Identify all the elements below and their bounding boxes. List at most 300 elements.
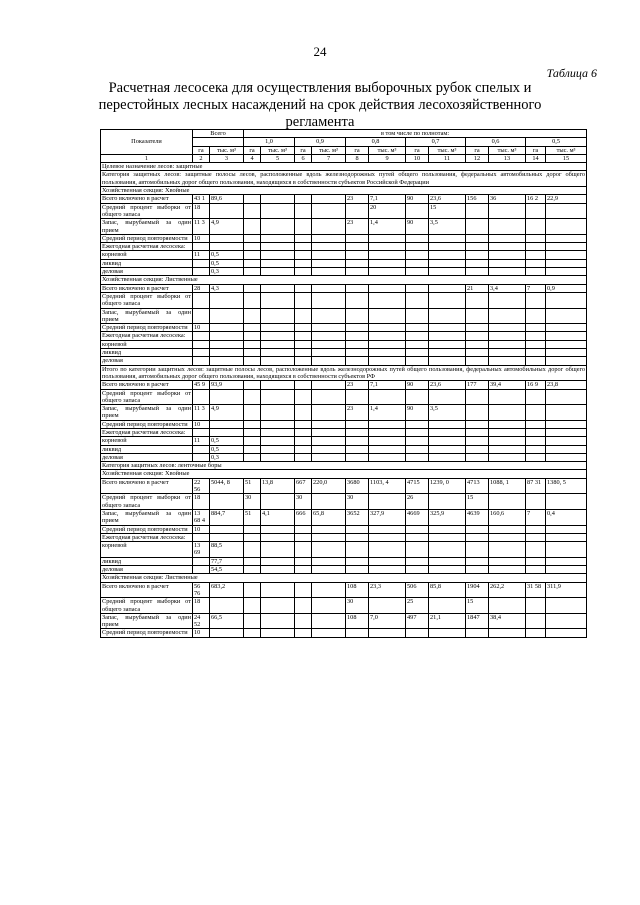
- value-cell: [406, 259, 429, 267]
- value-cell: [369, 234, 406, 242]
- value-cell: [489, 389, 526, 405]
- value-cell: 87 31: [526, 478, 546, 494]
- value-cell: [546, 533, 587, 541]
- value-cell: [526, 332, 546, 340]
- table-row: [101, 308, 587, 324]
- value-cell: [346, 629, 369, 637]
- value-cell: [546, 613, 587, 629]
- value-cell: [312, 453, 346, 461]
- value-cell: [261, 445, 295, 453]
- value-cell: [429, 251, 466, 259]
- value-cell: [429, 437, 466, 445]
- value-cell: 497: [406, 613, 429, 629]
- value-cell: [295, 349, 312, 357]
- value-cell: [312, 445, 346, 453]
- value-cell: [369, 445, 406, 453]
- value-cell: [261, 203, 295, 219]
- section-row: [101, 163, 587, 171]
- value-cell: 16 2: [526, 195, 546, 203]
- value-cell: 77,7: [210, 557, 244, 565]
- value-cell: 1847: [466, 613, 489, 629]
- value-cell: [312, 284, 346, 292]
- value-cell: [261, 598, 295, 614]
- value-cell: [546, 405, 587, 421]
- value-cell: [526, 453, 546, 461]
- value-cell: 18: [193, 494, 210, 510]
- value-cell: [489, 542, 526, 558]
- table-row: [101, 582, 587, 598]
- value-cell: [429, 445, 466, 453]
- value-cell: [526, 598, 546, 614]
- value-cell: [295, 389, 312, 405]
- value-cell: [346, 557, 369, 565]
- value-cell: 11 3: [193, 219, 210, 235]
- value-cell: [369, 533, 406, 541]
- header-total-blank: [193, 138, 244, 146]
- value-cell: [295, 542, 312, 558]
- value-cell: [369, 542, 406, 558]
- value-cell: [546, 445, 587, 453]
- value-cell: [295, 420, 312, 428]
- value-cell: [244, 357, 261, 365]
- row-label: корневой: [101, 340, 193, 348]
- table-row: [101, 525, 587, 533]
- value-cell: 25: [406, 598, 429, 614]
- value-cell: [546, 243, 587, 251]
- row-label: Средний процент выборки от общего запаса: [102, 292, 191, 308]
- value-cell: [295, 405, 312, 421]
- value-cell: [489, 629, 526, 637]
- value-cell: [295, 525, 312, 533]
- header-ha: га: [526, 146, 546, 154]
- value-cell: 90: [406, 381, 429, 389]
- value-cell: [526, 259, 546, 267]
- value-cell: 311,9: [546, 582, 587, 598]
- value-cell: 22 56: [193, 478, 210, 494]
- value-cell: 10: [193, 420, 210, 428]
- value-cell: [546, 251, 587, 259]
- row-label: Средний период повторяемости: [101, 324, 193, 332]
- value-cell: [466, 219, 489, 235]
- value-cell: 13,8: [261, 478, 295, 494]
- value-cell: [244, 557, 261, 565]
- value-cell: [466, 420, 489, 428]
- value-cell: 88,5: [210, 542, 244, 558]
- page-number: 24: [313, 44, 327, 59]
- value-cell: [312, 292, 346, 308]
- row-label: Запас, вырубаемый за один прием: [102, 219, 191, 234]
- value-cell: 90: [406, 405, 429, 421]
- table-row: [101, 234, 587, 242]
- value-cell: 4713: [466, 478, 489, 494]
- header-volume: тыс. м³: [261, 146, 295, 154]
- value-cell: [312, 542, 346, 558]
- value-cell: [369, 525, 406, 533]
- value-cell: 20: [369, 203, 406, 219]
- value-cell: [312, 428, 346, 436]
- value-cell: [526, 292, 546, 308]
- value-cell: 18: [193, 598, 210, 614]
- value-cell: [261, 453, 295, 461]
- value-cell: [429, 420, 466, 428]
- value-cell: [312, 557, 346, 565]
- value-cell: [312, 349, 346, 357]
- table-row: [101, 203, 587, 219]
- value-cell: [369, 566, 406, 574]
- table-row: [101, 284, 587, 292]
- value-cell: [526, 613, 546, 629]
- value-cell: [429, 349, 466, 357]
- value-cell: [466, 542, 489, 558]
- value-cell: [546, 453, 587, 461]
- value-cell: [429, 268, 466, 276]
- value-cell: 13 69: [193, 542, 210, 558]
- row-label: Средний период повторяемости: [101, 234, 193, 242]
- row-label: Ежегодная расчетная лесосека:: [101, 243, 193, 251]
- value-cell: [295, 533, 312, 541]
- section-heading: Хозяйственная секция: Лиственные: [101, 574, 587, 582]
- value-cell: [244, 525, 261, 533]
- value-cell: 0,4: [546, 509, 587, 525]
- value-cell: [295, 195, 312, 203]
- value-cell: [429, 243, 466, 251]
- row-label: Средний процент выборки от общего запаса: [102, 203, 191, 218]
- value-cell: [489, 308, 526, 324]
- column-number: 8: [346, 154, 369, 162]
- value-cell: [312, 259, 346, 267]
- value-cell: [261, 195, 295, 203]
- value-cell: [489, 598, 526, 614]
- value-cell: [261, 405, 295, 421]
- value-cell: [295, 437, 312, 445]
- value-cell: [295, 219, 312, 235]
- value-cell: [369, 259, 406, 267]
- table-row: [101, 598, 587, 614]
- value-cell: [406, 308, 429, 324]
- value-cell: [261, 324, 295, 332]
- value-cell: [369, 251, 406, 259]
- column-number: 9: [369, 154, 406, 162]
- column-number: 7: [312, 154, 346, 162]
- value-cell: [193, 533, 210, 541]
- value-cell: [526, 405, 546, 421]
- value-cell: [546, 219, 587, 235]
- value-cell: 11: [193, 437, 210, 445]
- value-cell: [312, 324, 346, 332]
- section-heading: Категория защитных лесов: защитные полосы лесов, расположенные вдоль железнодорожных путей общего пользования, федеральных автомобильных дорог общего пользования, автомобильных дорог общего пользования, находящихся в собственности субъектов Российской Федерации: [102, 171, 586, 186]
- value-cell: [466, 566, 489, 574]
- value-cell: [244, 324, 261, 332]
- header-ha: га: [466, 146, 489, 154]
- value-cell: 30: [244, 494, 261, 510]
- value-cell: [244, 533, 261, 541]
- value-cell: 7,0: [369, 613, 406, 629]
- column-number: 10: [406, 154, 429, 162]
- value-cell: [466, 234, 489, 242]
- value-cell: 23: [346, 381, 369, 389]
- value-cell: [244, 349, 261, 357]
- value-cell: [210, 357, 244, 365]
- value-cell: [244, 268, 261, 276]
- header-ha: га: [244, 146, 261, 154]
- value-cell: [193, 566, 210, 574]
- value-cell: 38,4: [489, 613, 526, 629]
- value-cell: [295, 268, 312, 276]
- header-row-1: [101, 130, 587, 138]
- section-heading: Хозяйственная секция: Хвойные: [101, 187, 587, 195]
- value-cell: [346, 234, 369, 242]
- value-cell: [526, 349, 546, 357]
- value-cell: [295, 381, 312, 389]
- value-cell: [466, 445, 489, 453]
- value-cell: [346, 259, 369, 267]
- value-cell: 3652: [346, 509, 369, 525]
- value-cell: 3,5: [429, 219, 466, 235]
- value-cell: [466, 324, 489, 332]
- section-heading: Категория защитных лесов: ленточные боры: [101, 462, 587, 470]
- value-cell: [429, 284, 466, 292]
- value-cell: [210, 598, 244, 614]
- value-cell: [244, 292, 261, 308]
- value-cell: [466, 437, 489, 445]
- value-cell: [466, 557, 489, 565]
- value-cell: 93,9: [210, 381, 244, 389]
- value-cell: [210, 243, 244, 251]
- header-volume: тыс. м³: [369, 146, 406, 154]
- value-cell: [489, 268, 526, 276]
- value-cell: [346, 292, 369, 308]
- row-label: Ежегодная расчетная лесосека:: [101, 428, 193, 436]
- value-cell: 66,5: [210, 613, 244, 629]
- value-cell: [429, 308, 466, 324]
- row-label: Средний процент выборки от общего запаса: [102, 598, 191, 613]
- column-number: 4: [244, 154, 261, 162]
- value-cell: [466, 533, 489, 541]
- value-cell: [369, 428, 406, 436]
- value-cell: [346, 268, 369, 276]
- table-row: [101, 357, 587, 365]
- value-cell: [210, 292, 244, 308]
- value-cell: [369, 340, 406, 348]
- value-cell: 1103, 4: [369, 478, 406, 494]
- value-cell: [406, 420, 429, 428]
- value-cell: [210, 308, 244, 324]
- value-cell: 36: [489, 195, 526, 203]
- value-cell: [312, 357, 346, 365]
- header-by-completeness: в том числе по полнотам:: [244, 130, 587, 138]
- value-cell: [261, 251, 295, 259]
- value-cell: [406, 525, 429, 533]
- column-number-row: [101, 154, 587, 162]
- value-cell: [244, 195, 261, 203]
- value-cell: [295, 357, 312, 365]
- value-cell: 7,1: [369, 381, 406, 389]
- value-cell: 1,4: [369, 219, 406, 235]
- value-cell: [526, 234, 546, 242]
- value-cell: [295, 284, 312, 292]
- value-cell: [312, 340, 346, 348]
- value-cell: [346, 308, 369, 324]
- value-cell: 4,1: [261, 509, 295, 525]
- value-cell: [526, 494, 546, 510]
- value-cell: 89,6: [210, 195, 244, 203]
- value-cell: [346, 243, 369, 251]
- header-total: Всего: [193, 130, 244, 138]
- value-cell: [244, 405, 261, 421]
- value-cell: [369, 453, 406, 461]
- row-label: Ежегодная расчетная лесосека:: [101, 533, 193, 541]
- value-cell: [210, 494, 244, 510]
- value-cell: [526, 420, 546, 428]
- value-cell: [466, 453, 489, 461]
- value-cell: [489, 251, 526, 259]
- value-cell: [489, 349, 526, 357]
- value-cell: [244, 582, 261, 598]
- header-volume: тыс. м³: [429, 146, 466, 154]
- value-cell: 0,5: [210, 259, 244, 267]
- value-cell: [466, 340, 489, 348]
- value-cell: 85,8: [429, 582, 466, 598]
- value-cell: [526, 357, 546, 365]
- value-cell: [312, 381, 346, 389]
- value-cell: [312, 195, 346, 203]
- value-cell: [546, 629, 587, 637]
- value-cell: [244, 203, 261, 219]
- header-volume: тыс. м³: [210, 146, 244, 154]
- column-number: 15: [546, 154, 587, 162]
- row-label: корневой: [101, 437, 193, 445]
- value-cell: [369, 357, 406, 365]
- header-ha: га: [406, 146, 429, 154]
- row-label: Средний процент выборки от общего запаса: [102, 389, 191, 404]
- table-row: [101, 420, 587, 428]
- value-cell: [210, 533, 244, 541]
- value-cell: [489, 292, 526, 308]
- row-label: Ежегодная расчетная лесосека:: [101, 332, 193, 340]
- value-cell: [295, 445, 312, 453]
- value-cell: 23,6: [429, 381, 466, 389]
- value-cell: [210, 428, 244, 436]
- value-cell: [429, 332, 466, 340]
- value-cell: [193, 445, 210, 453]
- value-cell: [295, 598, 312, 614]
- value-cell: [346, 349, 369, 357]
- value-cell: [244, 243, 261, 251]
- value-cell: [295, 332, 312, 340]
- value-cell: [312, 582, 346, 598]
- value-cell: [312, 566, 346, 574]
- section-row: [101, 276, 587, 284]
- value-cell: [406, 533, 429, 541]
- value-cell: [193, 332, 210, 340]
- value-cell: [244, 566, 261, 574]
- value-cell: 23,3: [369, 582, 406, 598]
- value-cell: [406, 437, 429, 445]
- value-cell: [261, 234, 295, 242]
- value-cell: [244, 598, 261, 614]
- row-label: деловая: [101, 453, 193, 461]
- value-cell: [526, 308, 546, 324]
- table-row: [101, 478, 587, 494]
- value-cell: [429, 453, 466, 461]
- value-cell: [429, 428, 466, 436]
- value-cell: [546, 324, 587, 332]
- value-cell: [406, 203, 429, 219]
- value-cell: 31 58: [526, 582, 546, 598]
- row-label: Средний период повторяемости: [101, 629, 193, 637]
- value-cell: [244, 542, 261, 558]
- value-cell: [429, 533, 466, 541]
- value-cell: [210, 389, 244, 405]
- value-cell: 506: [406, 582, 429, 598]
- value-cell: [295, 251, 312, 259]
- value-cell: [261, 420, 295, 428]
- value-cell: [261, 243, 295, 251]
- value-cell: [369, 284, 406, 292]
- row-label: Всего включено в расчет: [101, 284, 193, 292]
- value-cell: [210, 203, 244, 219]
- value-cell: [406, 332, 429, 340]
- value-cell: 15: [466, 598, 489, 614]
- value-cell: [546, 203, 587, 219]
- value-cell: [406, 243, 429, 251]
- value-cell: 1380, 5: [546, 478, 587, 494]
- value-cell: [489, 445, 526, 453]
- value-cell: [489, 203, 526, 219]
- table-row: [101, 389, 587, 405]
- table-row: [101, 195, 587, 203]
- value-cell: [346, 437, 369, 445]
- value-cell: [489, 332, 526, 340]
- value-cell: [369, 494, 406, 510]
- value-cell: [244, 453, 261, 461]
- value-cell: [429, 542, 466, 558]
- value-cell: [346, 251, 369, 259]
- value-cell: [466, 389, 489, 405]
- value-cell: 30: [346, 494, 369, 510]
- value-cell: 22,9: [546, 195, 587, 203]
- column-number: 13: [489, 154, 526, 162]
- value-cell: 30: [346, 598, 369, 614]
- value-cell: [244, 428, 261, 436]
- value-cell: [312, 437, 346, 445]
- value-cell: [261, 284, 295, 292]
- value-cell: [210, 324, 244, 332]
- allowable-cut-table: [100, 129, 587, 638]
- value-cell: 1904: [466, 582, 489, 598]
- value-cell: [406, 629, 429, 637]
- value-cell: [429, 389, 466, 405]
- value-cell: [546, 420, 587, 428]
- value-cell: [369, 308, 406, 324]
- header-volume: тыс. м³: [489, 146, 526, 154]
- value-cell: [546, 437, 587, 445]
- value-cell: [489, 234, 526, 242]
- value-cell: 16 9: [526, 381, 546, 389]
- value-cell: [312, 243, 346, 251]
- row-label: ликвид: [101, 349, 193, 357]
- value-cell: [244, 219, 261, 235]
- value-cell: [295, 582, 312, 598]
- row-label: Запас, вырубаемый за один прием: [102, 509, 191, 525]
- value-cell: 43 1: [193, 195, 210, 203]
- value-cell: [193, 243, 210, 251]
- value-cell: [295, 557, 312, 565]
- value-cell: 4639: [466, 509, 489, 525]
- section-heading: Итого по категории защитных лесов: защитные полосы лесов, расположенные вдоль железнодорожных путей общего пользования, федеральных автомобильных дорог общего пользования, автомобильных дорог общего пользования, находящихся в собственности субъектов РФ: [102, 365, 586, 380]
- table-row: [101, 437, 587, 445]
- value-cell: [406, 557, 429, 565]
